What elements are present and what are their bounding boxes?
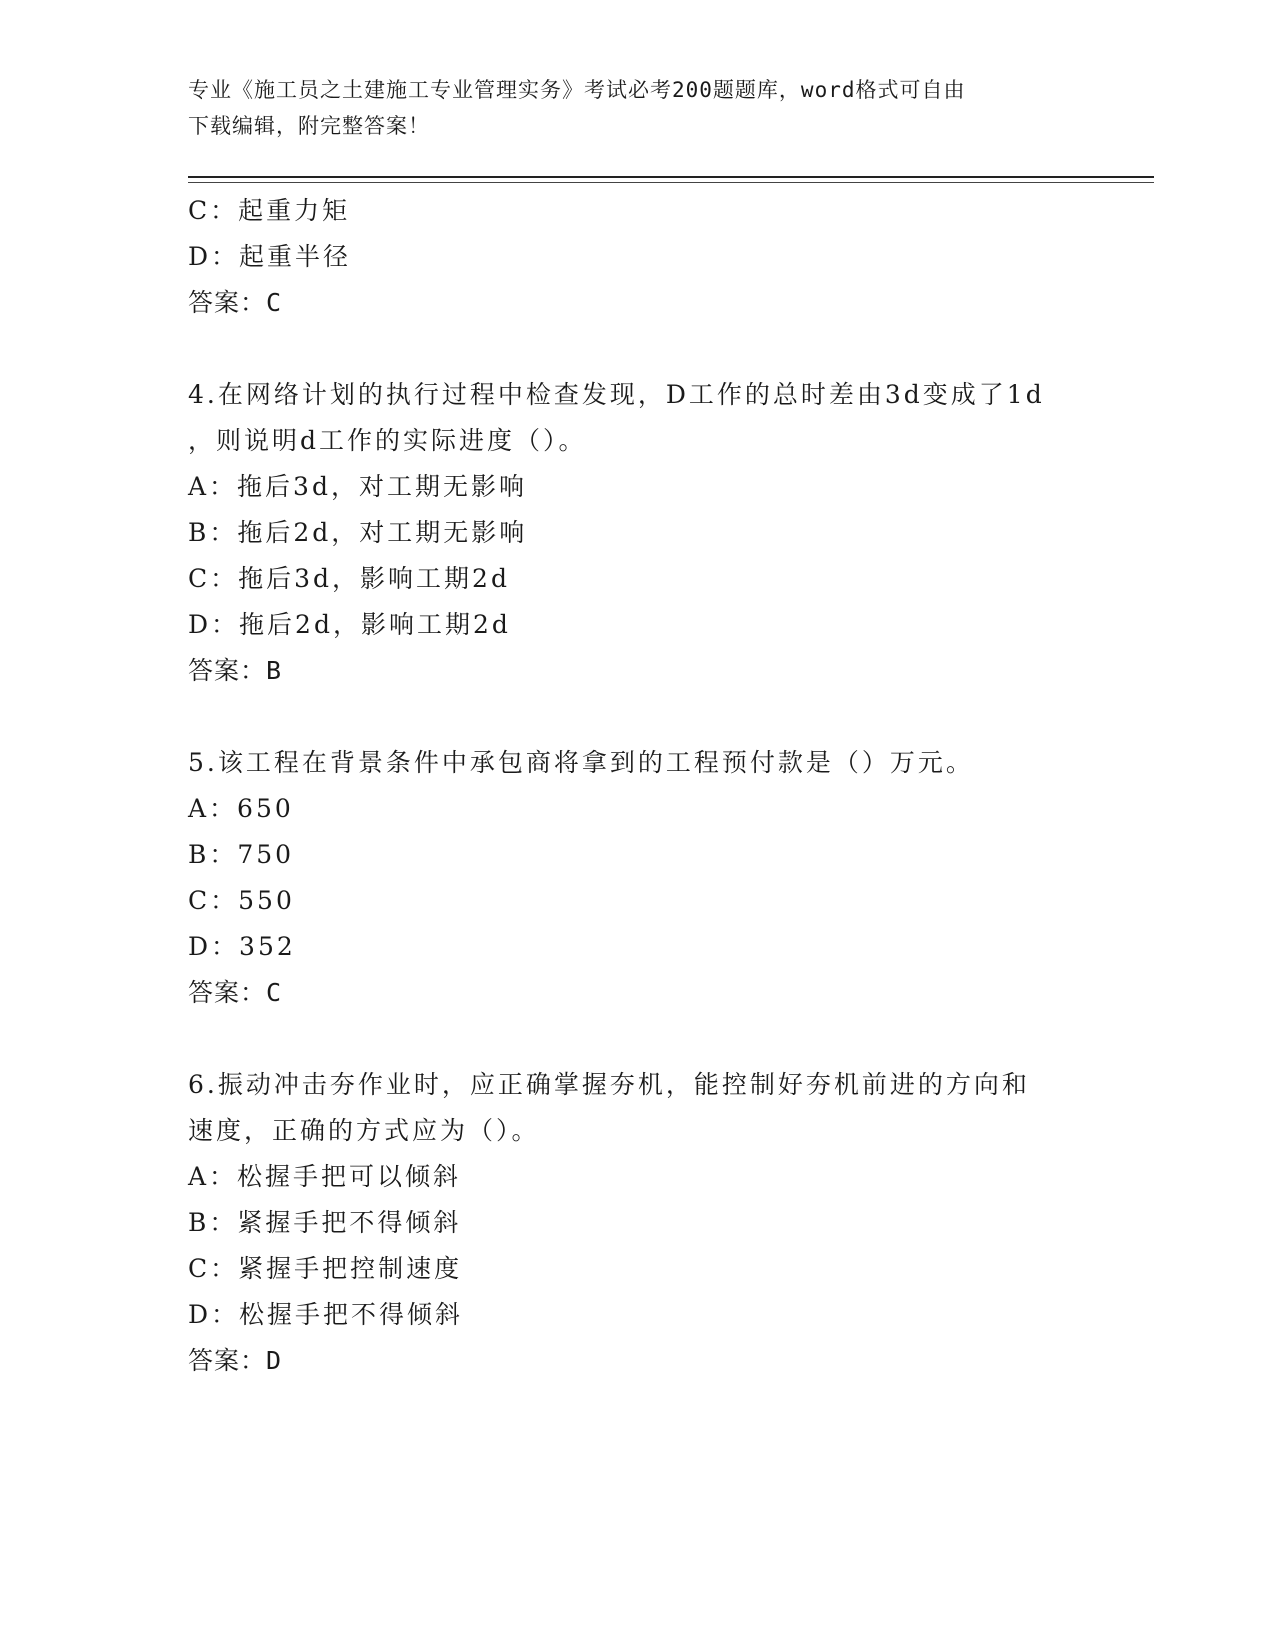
spacer bbox=[188, 326, 1154, 372]
answer: 答案：C bbox=[188, 978, 283, 1007]
option-b: B：紧握手把不得倾斜 bbox=[188, 1208, 462, 1237]
question-5 bbox=[188, 740, 1154, 1016]
option-d: D：松握手把不得倾斜 bbox=[188, 1300, 464, 1329]
header-line-2: 下载编辑，附完整答案！ bbox=[188, 114, 430, 138]
option-d: D：352 bbox=[188, 932, 296, 961]
option-a: A：650 bbox=[188, 794, 294, 823]
option-c: C：550 bbox=[188, 886, 295, 915]
option-b: B：拖后2d，对工期无影响 bbox=[188, 518, 528, 547]
option-a: A：拖后3d，对工期无影响 bbox=[188, 472, 527, 501]
question-stem: 5.该工程在背景条件中承包商将拿到的工程预付款是（）万元。 bbox=[188, 748, 974, 777]
document-header bbox=[188, 72, 1088, 144]
question-stem: 4.在网络计划的执行过程中检查发现，D工作的总时差由3d变成了1d bbox=[188, 380, 1045, 409]
spacer bbox=[188, 1016, 1154, 1062]
header-line-1: 专业《施工员之土建施工专业管理实务》考试必考200题题库，word格式可自由 bbox=[188, 78, 966, 102]
question-list bbox=[188, 188, 1154, 1384]
option-c: C：拖后3d，影响工期2d bbox=[188, 564, 510, 593]
question-6 bbox=[188, 1062, 1154, 1384]
spacer bbox=[188, 694, 1154, 740]
option-b: B：750 bbox=[188, 840, 295, 869]
option-c: C：起重力矩 bbox=[188, 196, 351, 225]
header-divider-thin bbox=[188, 182, 1154, 183]
question-stem: 6.振动冲击夯作业时，应正确掌握夯机，能控制好夯机前进的方向和 bbox=[188, 1070, 1030, 1099]
question-stem-continued: ，则说明d工作的实际进度（）。 bbox=[188, 426, 587, 455]
option-c: C：紧握手把控制速度 bbox=[188, 1254, 463, 1283]
answer: 答案：D bbox=[188, 1346, 283, 1375]
option-d: D：起重半径 bbox=[188, 242, 352, 271]
answer: 答案：B bbox=[188, 656, 283, 685]
question-3 bbox=[188, 188, 1154, 326]
option-d: D：拖后2d，影响工期2d bbox=[188, 610, 511, 639]
answer: 答案：C bbox=[188, 288, 283, 317]
option-a: A：松握手把可以倾斜 bbox=[188, 1162, 462, 1191]
question-4 bbox=[188, 372, 1154, 694]
header-divider-thick bbox=[188, 176, 1154, 178]
question-stem-continued: 速度，正确的方式应为（）。 bbox=[188, 1116, 540, 1145]
